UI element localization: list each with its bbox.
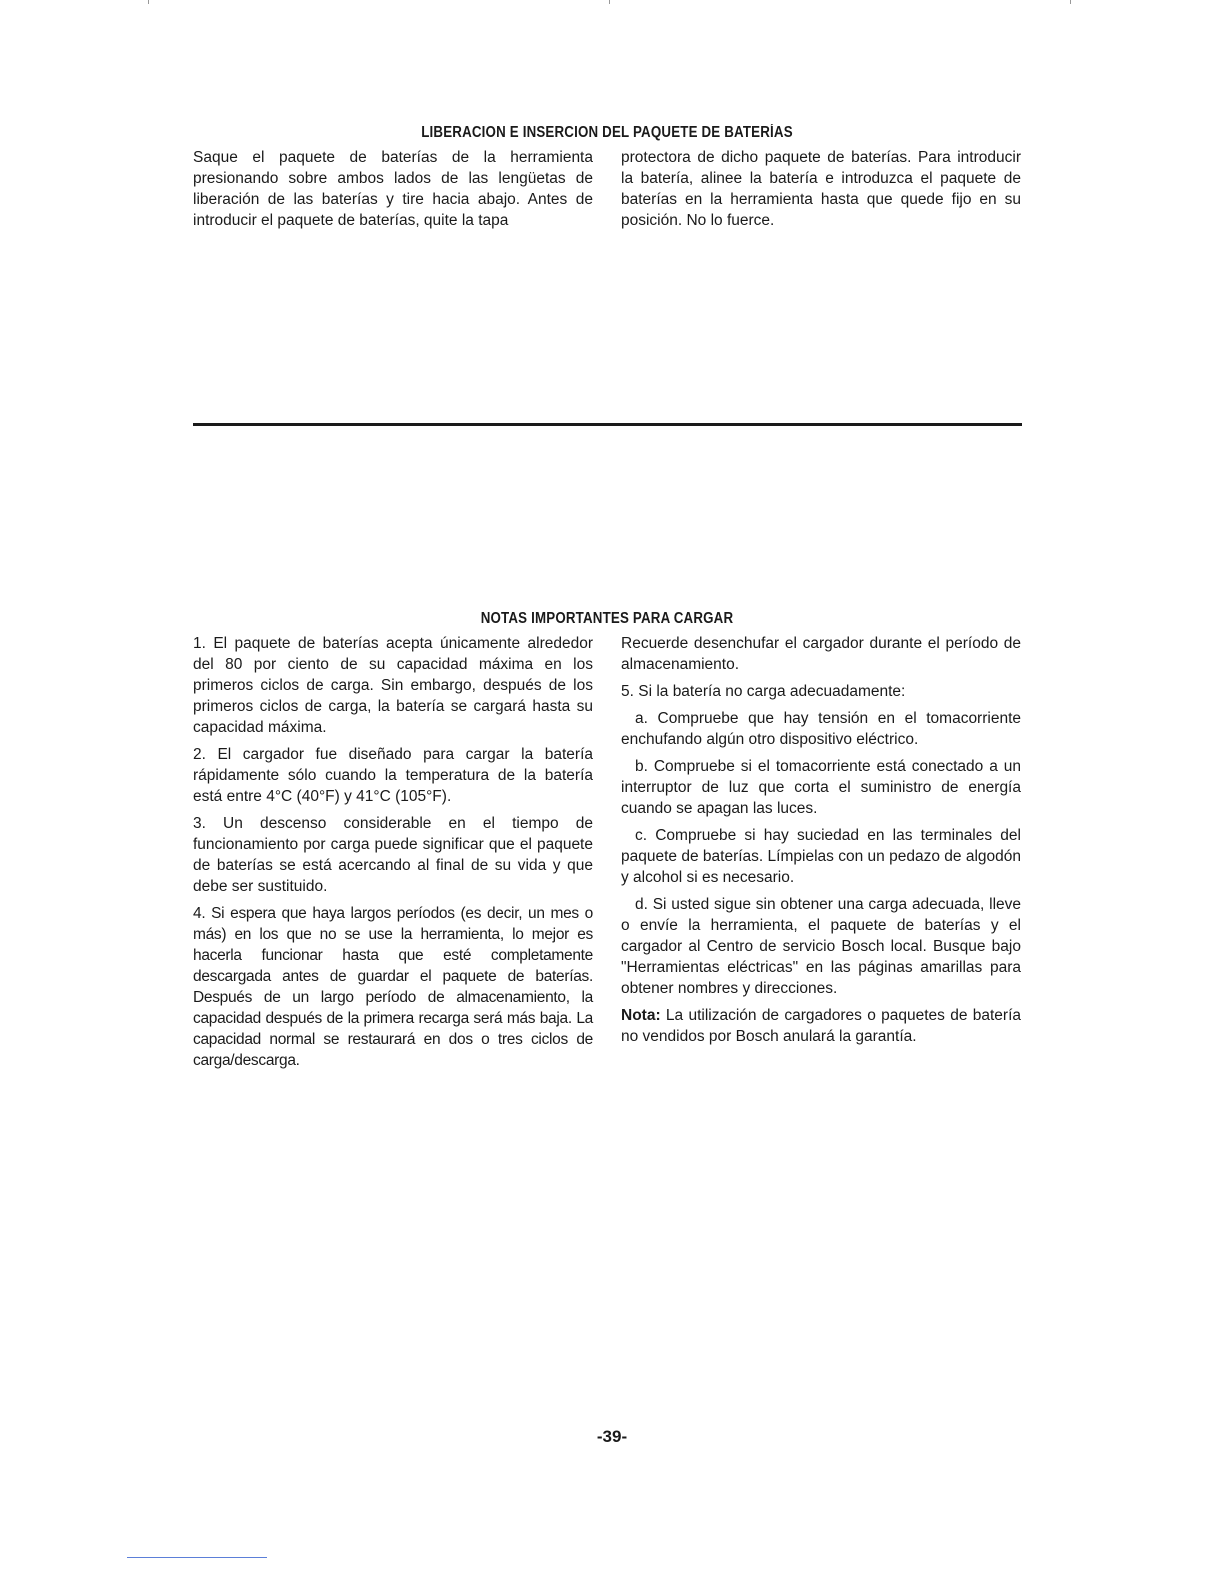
note-item-4: 4. Si espera que haya largos períodos (es decir, un mes o más) en los que no se use la herramienta, lo mejor es hacerla funcionar hasta que esté completamente descargada antes de guardar el paquete de baterías. Después de un largo período de almacenamiento, la capacidad después de la primera recarga será más baja. La capacidad normal se restaurará en dos o tres ciclos de carga/descarga. bbox=[193, 905, 593, 1069]
scan-mark bbox=[609, 0, 610, 4]
paragraph: protectora de dicho paquete de baterías. Para introducir la batería, alinee la batería e introduzca el paquete de baterías en la herramienta hasta que quede fijo en su posición. No lo fuerce. bbox=[621, 149, 1021, 229]
section-battery-release bbox=[193, 124, 1021, 237]
paragraph: Saque el paquete de baterías de la herramienta presionando sobre ambos lados de las lengüetas de liberación de las baterías y tire hacia abajo. Antes de introducir el paquete de baterías, quite la tapa bbox=[193, 149, 593, 229]
section-title: NOTAS IMPORTANTES PARA CARGAR bbox=[480, 610, 734, 627]
column-right bbox=[621, 633, 1021, 1077]
column-left bbox=[193, 633, 593, 1077]
column-left bbox=[193, 147, 593, 237]
note-item-5b: b. Compruebe si el tomacorriente está conectado a un interruptor de luz que corta el suministro de energía cuando se apagan las luces. bbox=[621, 758, 1021, 817]
note-item-4-continued: Recuerde desenchufar el cargador durante el período de almacenamiento. bbox=[621, 635, 1021, 673]
note-item-5a: a. Compruebe que hay tensión en el tomacorriente enchufando algún otro dispositivo eléctrico. bbox=[621, 710, 1021, 748]
note-text: La utilización de cargadores o paquetes de batería no vendidos por Bosch anulará la garantía. bbox=[621, 1007, 1021, 1045]
note-item-5c: c. Compruebe si hay suciedad en las terminales del paquete de baterías. Límpielas con un pedazo de algodón y alcohol si es necesario. bbox=[621, 827, 1021, 886]
column-right bbox=[621, 147, 1021, 237]
note-label: Nota: bbox=[621, 1007, 661, 1024]
section-title: LIBERACION E INSERCION DEL PAQUETE DE BATERÍAS bbox=[421, 124, 793, 141]
scan-mark bbox=[1070, 0, 1071, 4]
footer-line bbox=[127, 1557, 267, 1558]
note-item-5d: d. Si usted sigue sin obtener una carga adecuada, lleve o envíe la herramienta, el paquete de baterías y el cargador al Centro de servicio Bosch local. Busque bajo "Herramientas eléctricas" en las páginas amarillas para obtener nombres y direcciones. bbox=[621, 896, 1021, 997]
note-item-5: 5. Si la batería no carga adecuadamente: bbox=[621, 683, 906, 700]
page-number: -39- bbox=[596, 1427, 628, 1446]
note-item-1: 1. El paquete de baterías acepta únicamente alrededor del 80 por ciento de su capacidad máxima en los primeros ciclos de carga. Sin embargo, después de los primeros ciclos de carga, la batería se cargará hasta su capacidad máxima. bbox=[193, 635, 593, 736]
note-item-3: 3. Un descenso considerable en el tiempo de funcionamiento por carga puede significar que el paquete de baterías se está acercando al final de su vida y que debe ser sustituido. bbox=[193, 815, 593, 895]
horizontal-divider bbox=[193, 423, 1022, 426]
warranty-note bbox=[621, 1005, 1021, 1047]
note-item-2: 2. El cargador fue diseñado para cargar la batería rápidamente sólo cuando la temperatura de la batería está entre 4°C (40°F) y 41°C (105°F). bbox=[193, 746, 593, 805]
section-charging-notes bbox=[193, 610, 1021, 1077]
scan-mark bbox=[148, 0, 149, 4]
